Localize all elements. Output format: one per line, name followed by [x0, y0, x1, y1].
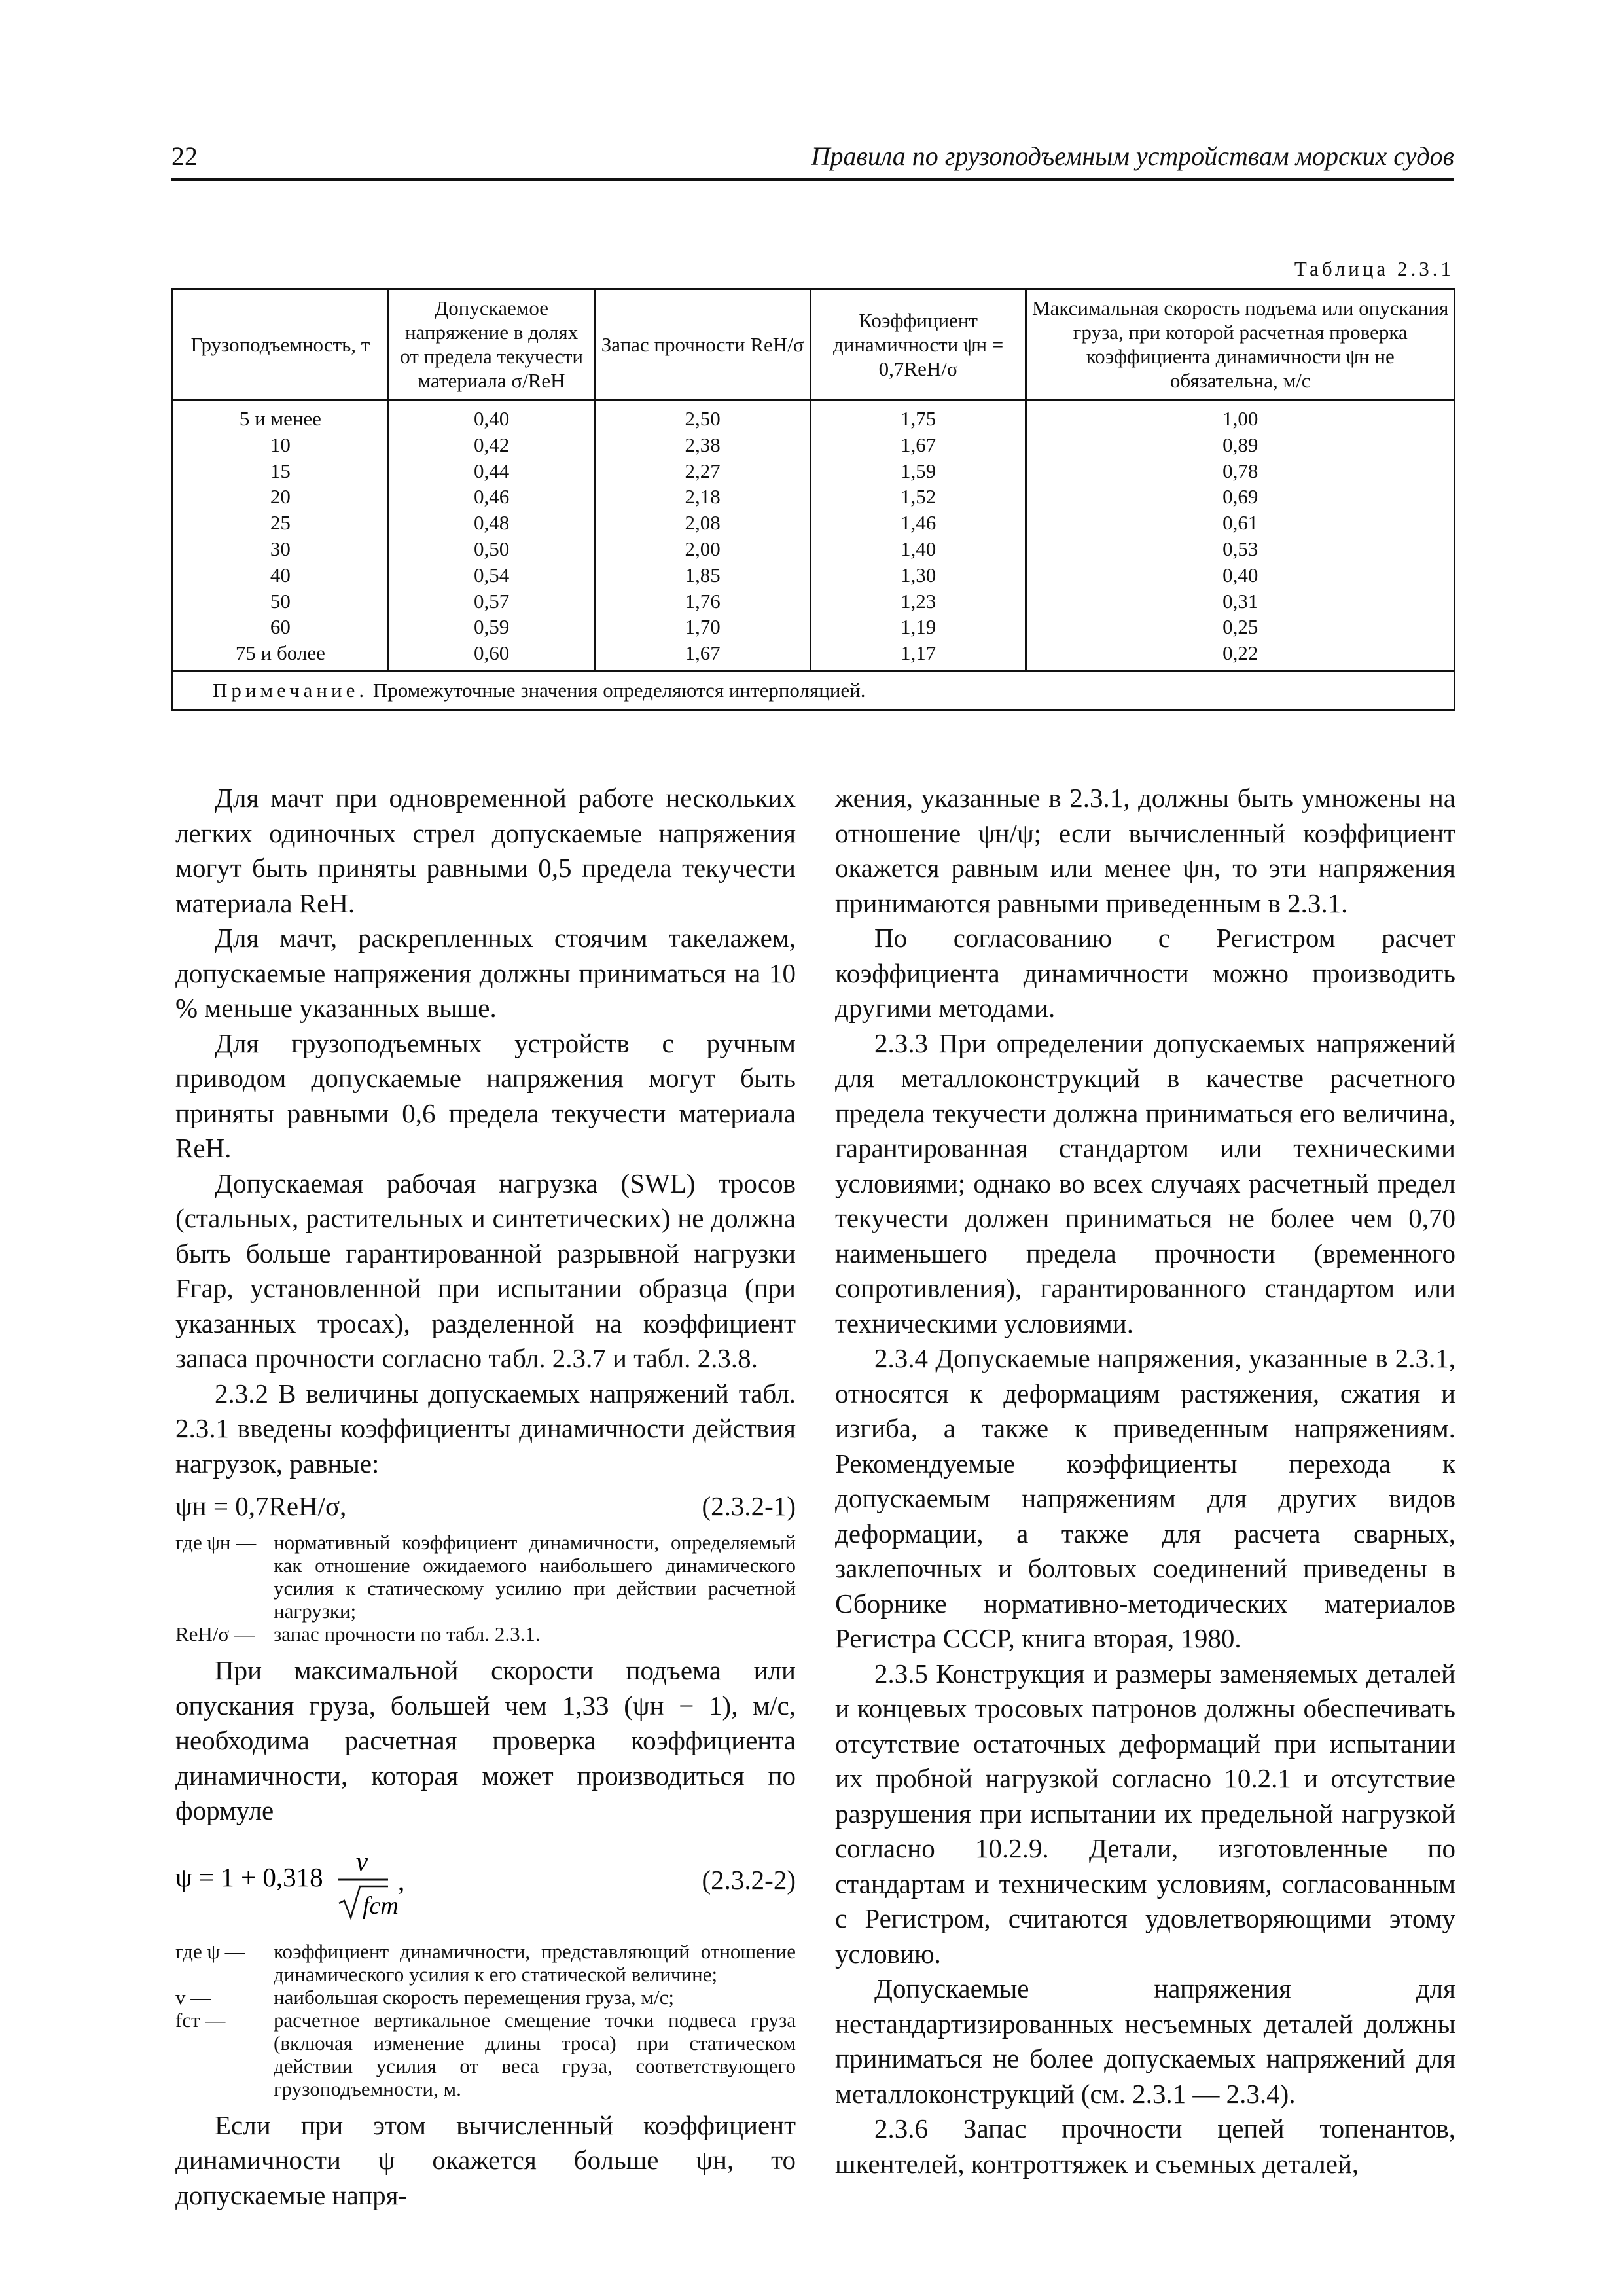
table-note	[173, 671, 1455, 709]
definition-row	[175, 1986, 796, 2009]
paragraph: Допускаемая рабочая нагрузка (SWL) тросов (стальных, растительных и синтетических) не должна быть больше гарантированной разрывной нагрузки Fгар, установленной при испытании образца (при указанных тросах), разделенной на коэффициент запаса прочности согласно табл. 2.3.7 и табл. 2.3.8.	[175, 1168, 796, 1373]
formula-2-3-2-2	[175, 1838, 796, 1936]
table-cell: 0,40	[473, 407, 510, 430]
page-number: 22	[171, 141, 198, 171]
paragraph: 2.3.5 Конструкция и размеры заменяемых деталей и концевых тросовых патронов должны обеспечивать отсутствие остаточных деформаций при испытании их пробной нагрузкой согласно 10.2.1 и отсутствие разрушения при испытании их предельной нагрузкой согласно 10.2.9. Детали, изготовленные по стандартам и техническим условиям, согласованным с Регистром, считаются удовлетворяющими этому условию.	[835, 1658, 1455, 1969]
column-header: Запас прочности ReH/σ	[595, 289, 810, 400]
formula-comma: ,	[398, 1865, 405, 1896]
table-cell: 0,42	[473, 433, 510, 456]
table-cell: 1,67	[900, 433, 936, 456]
table-header-row	[173, 289, 1455, 400]
table-note-row	[173, 671, 1455, 709]
paragraph: Допускаемые напряжения для нестандартизированных несъемных деталей должны приниматься не более допускаемых напряжений для металлоконструкций (см. 2.3.1 — 2.3.4).	[835, 1973, 1455, 2109]
table-cell: 1,76	[685, 589, 721, 613]
table-cell: 0,48	[473, 511, 510, 535]
paragraph: Для мачт, раскрепленных стоячим такелажем, допускаемые напряжения должны приниматься на 10 % меньше указанных выше.	[175, 923, 796, 1023]
paragraph: жения, указанные в 2.3.1, должны быть умножены на отношение ψн/ψ; если вычисленный коэффициент окажется равным или менее ψн, то эти напряжения принимаются равными приведенным в 2.3.1.	[835, 783, 1455, 918]
column-header: Допускаемое напряжение в долях от предела текучести материала σ/ReH	[388, 289, 595, 400]
formula-2-3-2-1	[175, 1489, 796, 1527]
table-cell: 1,00	[1222, 407, 1258, 430]
definition-symbol: где ψн —	[175, 1531, 257, 1554]
table-cell: 0,59	[473, 615, 510, 639]
column-header: Грузоподъемность, т	[173, 289, 389, 400]
definition-row	[175, 2009, 796, 2100]
table-cell: 1,70	[685, 615, 721, 639]
header-rule	[171, 178, 1454, 181]
definition-row	[175, 1531, 796, 1623]
formula-denominator: fст	[363, 1892, 399, 1920]
safety-factor-column	[595, 400, 810, 672]
definition-symbol: v —	[175, 1985, 211, 2009]
table-cell: 1,52	[900, 485, 936, 509]
table-caption: Таблица 2.3.1	[1294, 257, 1454, 280]
table-cell: 0,25	[1222, 615, 1258, 639]
table-cell: 75 и более	[235, 641, 325, 665]
table-cell: 0,61	[1222, 511, 1258, 535]
note-text: Промежуточные значения определяются интерполяцией.	[372, 679, 866, 702]
definition-symbol: где ψ —	[175, 1939, 245, 1963]
definition-text: запас прочности по табл. 2.3.1.	[274, 1623, 541, 1645]
paragraph: По согласованию с Регистром расчет коэффициента динамичности можно производить другими методами.	[835, 923, 1455, 1023]
column-header: Коэффициент динамичности ψн = 0,7ReH/σ	[810, 289, 1026, 400]
formula-definitions	[175, 1940, 796, 2100]
table-body-row	[173, 400, 1455, 672]
formula-graphic	[175, 1838, 516, 1936]
table-cell: 40	[270, 563, 291, 586]
table-cell: 2,50	[685, 407, 721, 430]
dynamic-coefficient-column	[810, 400, 1026, 672]
table-cell: 0,69	[1222, 485, 1258, 509]
table-cell: 1,59	[900, 459, 936, 482]
formula-number: (2.3.2-1)	[702, 1491, 796, 1521]
paragraph: При максимальной скорости подъема или опускания груза, большей чем 1,33 (ψн − 1), м/с, необходима расчетная проверка коэффициента динамичности, которая может производиться по формуле	[175, 1655, 796, 1825]
table-cell: 0,22	[1222, 641, 1258, 665]
table-cell: 60	[270, 615, 291, 639]
definition-text: коэффициент динамичности, представляющий отношение динамического усилия к его статической величине;	[274, 1939, 796, 1986]
stress-ratio-column	[388, 400, 595, 672]
paragraph: 2.3.4 Допускаемые напряжения, указанные в 2.3.1, относятся к деформациям растяжения, сжатия и изгиба, а также к приведенным напряжениям. Рекомендуемые коэффициенты перехода к допускаемым напряжениям для других видов деформации, а также для расчета сварных, заклепочных и болтовых соединений приведены в Сборнике нормативно-методических материалов Регистра СССР, книга вторая, 1980.	[835, 1343, 1455, 1653]
right-column	[835, 781, 1455, 2181]
table-cell: 0,57	[473, 589, 510, 613]
table-cell: 0,89	[1222, 433, 1258, 456]
table-cell: 2,27	[685, 459, 721, 482]
paragraph: Для мачт при одновременной работе нескольких легких одиночных стрел допускаемые напряжения могут быть приняты равными 0,5 предела текучести материала ReH.	[175, 783, 796, 918]
table-cell: 50	[270, 589, 291, 613]
table-cell: 0,78	[1222, 459, 1258, 482]
paragraph: 2.3.6 Запас прочности цепей топенантов, шкентелей, контроттяжек и съемных деталей,	[835, 2113, 1455, 2179]
table-cell: 2,08	[685, 511, 721, 535]
max-speed-column	[1026, 400, 1455, 672]
paragraph: 2.3.2 В величины допускаемых напряжений табл. 2.3.1 введены коэффициенты динамичности действия нагрузок, равные:	[175, 1378, 796, 1479]
formula-number: (2.3.2-2)	[702, 1864, 796, 1895]
note-label: Примечание.	[213, 679, 368, 702]
capacity-column	[173, 400, 389, 672]
definition-symbol: ReH/σ —	[175, 1623, 255, 1645]
formula-lhs: ψ = 1 + 0,318	[175, 1861, 323, 1892]
table-cell: 1,23	[900, 589, 936, 613]
capacity-table	[171, 288, 1455, 711]
definition-text: расчетное вертикальное смещение точки подвеса груза (включая изменение длины троса) при статическом действии усилия от веса груза, соответствующего грузоподъемности, м.	[274, 2008, 796, 2100]
running-title: Правила по грузоподъемным устройствам морских судов	[811, 141, 1454, 171]
definition-text: нормативный коэффициент динамичности, определяемый как отношение ожидаемого наибольшего динамического усилия к статическому усилию при действии расчетной нагрузки;	[274, 1531, 796, 1623]
left-column	[175, 781, 796, 2213]
table-cell: 20	[270, 485, 291, 509]
table-cell: 25	[270, 511, 291, 535]
table-cell: 1,30	[900, 563, 936, 586]
table-cell: 2,00	[685, 537, 721, 560]
table-cell: 0,60	[473, 641, 510, 665]
table-cell: 0,46	[473, 485, 510, 509]
running-header	[171, 141, 1454, 180]
table-cell: 1,85	[685, 563, 721, 586]
formula-definitions	[175, 1531, 796, 1645]
table-cell: 2,18	[685, 485, 721, 509]
table-cell: 1,40	[900, 537, 936, 560]
table-cell: 15	[270, 459, 291, 482]
table-cell: 1,17	[900, 641, 936, 665]
formula-expression: ψн = 0,7ReH/σ,	[175, 1491, 347, 1521]
table-cell: 0,40	[1222, 563, 1258, 586]
table-cell: 1,75	[900, 407, 936, 430]
table-cell: 5 и менее	[239, 407, 321, 430]
table-cell: 10	[270, 433, 291, 456]
table-cell: 1,67	[685, 641, 721, 665]
table-cell: 0,31	[1222, 589, 1258, 613]
table-cell: 1,19	[900, 615, 936, 639]
formula-numerator: v	[355, 1846, 368, 1876]
definition-symbol: fст —	[175, 2008, 226, 2032]
table-cell: 0,50	[473, 537, 510, 560]
table-cell: 0,54	[473, 563, 510, 586]
definition-row	[175, 1940, 796, 1986]
paragraph: Для грузоподъемных устройств с ручным приводом допускаемые напряжения могут быть приняты равными 0,6 предела текучести материала ReH.	[175, 1028, 796, 1163]
paragraph: Если при этом вычисленный коэффициент динамичности ψ окажется больше ψн, то допускаемые напря-	[175, 2109, 796, 2210]
definition-text: наибольшая скорость перемещения груза, м/с;	[274, 1985, 674, 2009]
table-cell: 0,53	[1222, 537, 1258, 560]
table-cell: 1,46	[900, 511, 936, 535]
paragraph: 2.3.3 При определении допускаемых напряжений для металлоконструкций в качестве расчетного предела текучести должна приниматься его величина, гарантированная стандартом или техническими условиями; однако во всех случаях расчетный предел текучести должен приниматься не более чем 0,70 наименьшего предела прочности (временного сопротивления), гарантированного стандартом или техническими условиями.	[835, 1028, 1455, 1338]
table-cell: 0,44	[473, 459, 510, 482]
table-cell: 30	[270, 537, 291, 560]
definition-row	[175, 1623, 796, 1645]
table-cell: 2,38	[685, 433, 721, 456]
column-header: Максимальная скорость подъема или опускания груза, при которой расчетная проверка коэффициента динамичности ψн не обязательна, м/с	[1026, 289, 1455, 400]
